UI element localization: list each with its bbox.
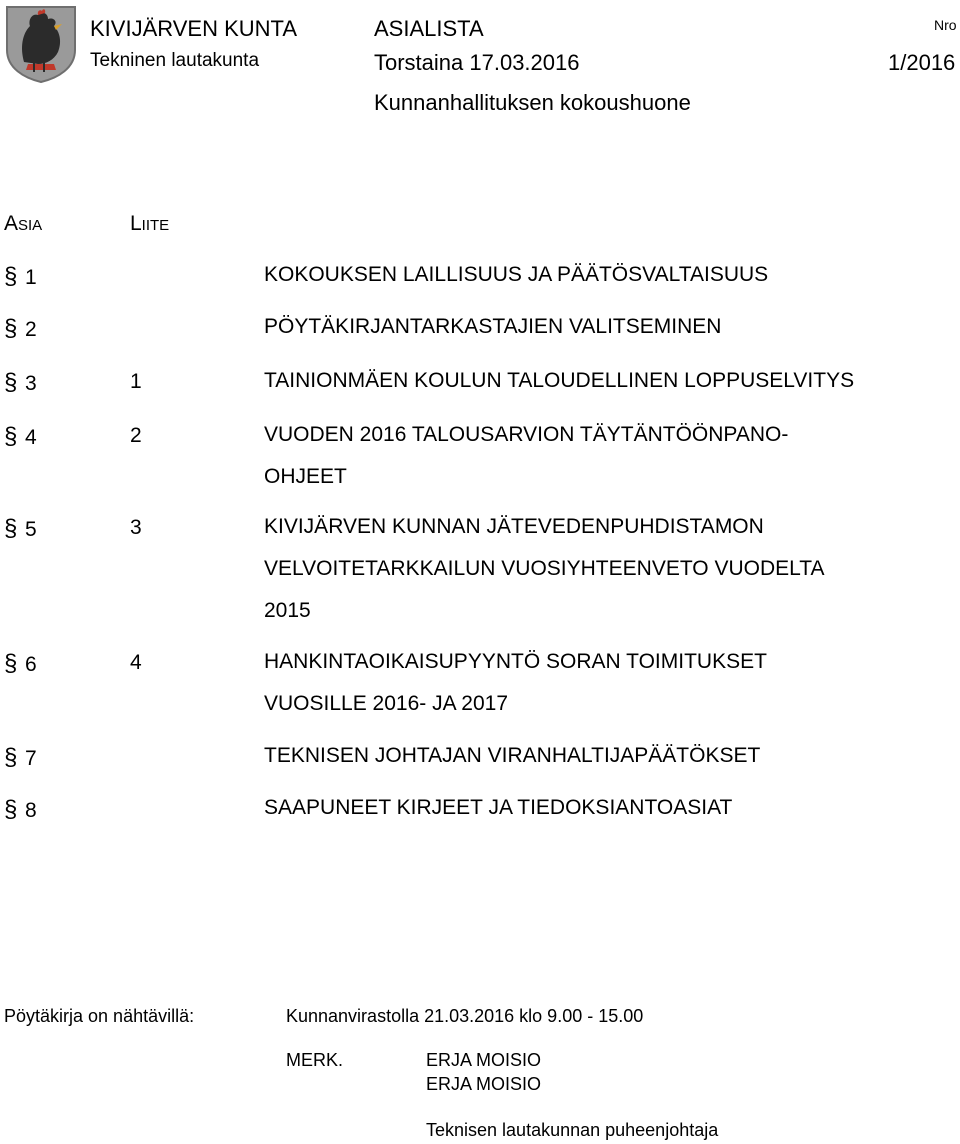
agenda-item-title-line: HANKINTAOIKAISUPYYNTÖ SORAN TOIMITUKSET <box>264 650 767 673</box>
agenda-item-title-line: VUOSILLE 2016- JA 2017 <box>264 692 508 715</box>
section-number-value: 6 <box>25 653 37 676</box>
agenda-item-title <box>264 641 767 725</box>
attachment-number: 1 <box>130 370 142 393</box>
agenda-item-title <box>264 506 825 632</box>
agenda-item-title-line: VUODEN 2016 TALOUSARVION TÄYTÄNTÖÖNPANO- <box>264 423 789 446</box>
column-header-liite: Liite <box>130 212 170 235</box>
agenda-item-title-line: PÖYTÄKIRJANTARKASTAJIEN VALITSEMINEN <box>264 315 722 338</box>
section-sign-icon <box>4 370 21 395</box>
agenda-item-title-line: SAAPUNEET KIRJEET JA TIEDOKSIANTOASIAT <box>264 796 733 819</box>
section-number-value: 8 <box>25 799 37 822</box>
svg-text:§: § <box>4 516 18 541</box>
svg-text:§: § <box>4 370 18 395</box>
section-number <box>4 797 37 823</box>
section-number <box>4 424 37 450</box>
agenda-item-title <box>264 414 788 498</box>
svg-text:§: § <box>4 316 18 341</box>
section-number-value: 7 <box>25 747 37 770</box>
svg-text:§: § <box>4 745 18 770</box>
attachment-number: 3 <box>130 516 142 539</box>
svg-text:§: § <box>4 651 18 676</box>
document-type: ASIALISTA <box>374 16 484 41</box>
section-number-value: 1 <box>25 266 37 289</box>
signer-role: Teknisen lautakunnan puheenjohtaja <box>426 1120 719 1140</box>
section-number <box>4 516 37 542</box>
section-number <box>4 370 37 396</box>
signer-name: ERJA MOISIO <box>426 1074 542 1094</box>
section-sign-icon <box>4 264 21 289</box>
agenda-item-title <box>264 360 854 402</box>
svg-text:§: § <box>4 264 18 289</box>
section-number <box>4 316 37 342</box>
section-sign-icon <box>4 745 21 770</box>
attachment-number: 4 <box>130 651 142 674</box>
section-number <box>4 264 37 290</box>
agenda-item-title-line: 2015 <box>264 599 311 622</box>
meeting-place: Kunnanhallituksen kokoushuone <box>374 90 691 115</box>
section-number-value: 2 <box>25 318 37 341</box>
municipal-crest-logo <box>4 4 78 84</box>
board-name: Tekninen lautakunta <box>90 50 260 71</box>
agenda-item-title-line: KOKOUKSEN LAILLISUUS JA PÄÄTÖSVALTAISUUS <box>264 263 769 286</box>
agenda-item-title <box>264 735 760 777</box>
section-sign-icon <box>4 651 21 676</box>
svg-text:§: § <box>4 797 18 822</box>
agenda-number: 1/2016 <box>888 50 956 75</box>
column-header-asia: Asia <box>4 212 43 235</box>
public-notice-value: Kunnanvirastolla 21.03.2016 klo 9.00 - 15.00 <box>286 1006 644 1026</box>
meeting-date: Torstaina 17.03.2016 <box>374 50 580 75</box>
merk-label: MERK. <box>286 1050 344 1070</box>
agenda-item-title-line: TAINIONMÄEN KOULUN TALOUDELLINEN LOPPUSELVITYS <box>264 369 855 392</box>
section-number-value: 4 <box>25 426 37 449</box>
municipality-name: KIVIJÄRVEN KUNTA <box>90 16 298 41</box>
section-sign-icon <box>4 516 21 541</box>
agenda-item-title-line: TEKNISEN JOHTAJAN VIRANHALTIJAPÄÄTÖKSET <box>264 744 761 767</box>
signature: ERJA MOISIO <box>426 1050 542 1070</box>
agenda-item-title <box>264 306 721 348</box>
agenda-item-title <box>264 787 732 829</box>
agenda-item-title-line: KIVIJÄRVEN KUNNAN JÄTEVEDENPUHDISTAMON <box>264 515 764 538</box>
section-number <box>4 745 37 771</box>
section-number <box>4 651 37 677</box>
section-number-value: 5 <box>25 518 37 541</box>
section-sign-icon <box>4 424 21 449</box>
attachment-number: 2 <box>130 424 142 447</box>
svg-text:§: § <box>4 424 18 449</box>
agenda-item-title-line: OHJEET <box>264 465 347 488</box>
section-sign-icon <box>4 797 21 822</box>
public-notice-label: Pöytäkirja on nähtävillä: <box>4 1006 195 1026</box>
agenda-item-title <box>264 254 768 296</box>
section-number-value: 3 <box>25 372 37 395</box>
section-sign-icon <box>4 316 21 341</box>
agenda-item-title-line: VELVOITETARKKAILUN VUOSIYHTEENVETO VUODELTA <box>264 557 825 580</box>
number-label: Nro <box>934 17 957 33</box>
